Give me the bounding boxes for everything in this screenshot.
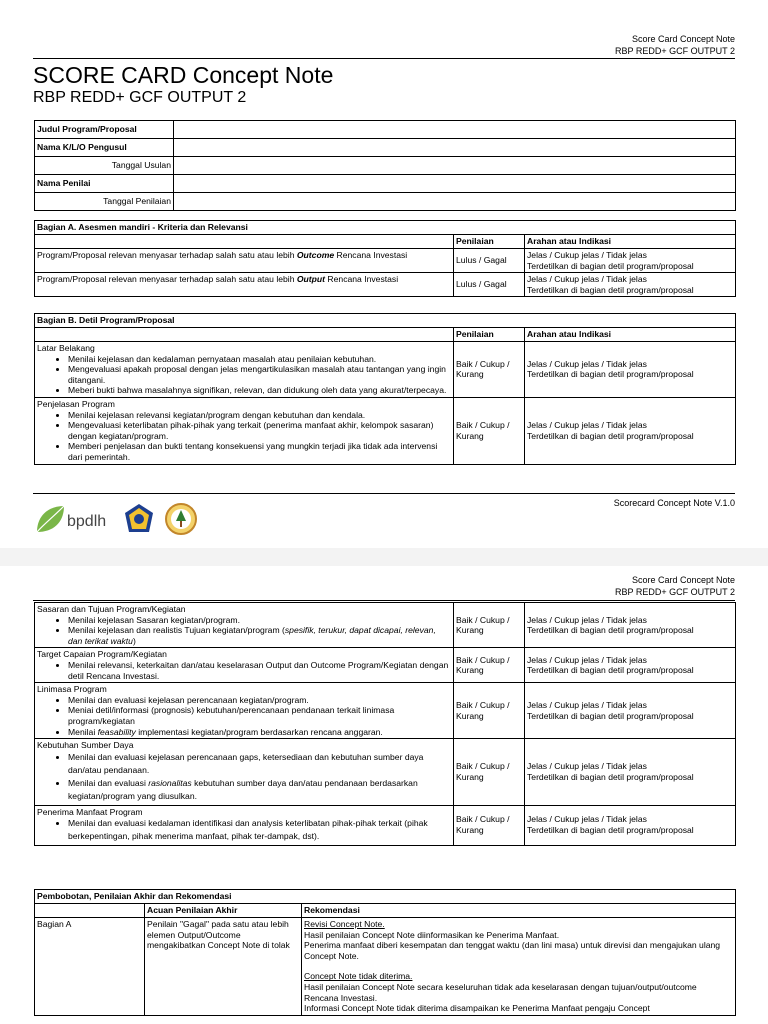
footer-version: Scorecard Concept Note V.1.0	[613, 498, 735, 508]
penerima-row	[35, 805, 736, 845]
pembobotan-title: Pembobotan, Penilaian Akhir dan Rekomendasi	[35, 890, 736, 904]
criteria-item: • Menilai feasability implementasi kegiatan/program berdasarkan rencana anggaran.	[68, 727, 451, 738]
bagian-b-table	[34, 313, 736, 465]
criteria-item: • Memberi penjelasan dan bukti tentang konsekuensi yang mungkin terjadi jika tidak ada intervensi dari pemerintah.	[68, 441, 451, 462]
criteria-item: • Mengevaluasi apakah proposal dengan jelas mengartikulasikan masalah atau tantangan yang ingin ditangani.	[68, 364, 451, 385]
criteria-item: • Menilai kejelasan relevansi kegiatan/program dengan kebutuhan dan kendala.	[68, 410, 451, 421]
col-arahan: Arahan atau Indikasi	[525, 235, 736, 249]
score-cell[interactable]: Baik / Cukup / Kurang	[454, 603, 525, 648]
label-tanggal-usulan: Tanggal Usulan	[35, 157, 174, 175]
score-cell[interactable]: Lulus / Gagal	[454, 273, 525, 297]
criteria-item: • Menilai dan evaluasi kejelasan perencanaan kegiatan/program.	[68, 695, 451, 706]
tolak-title: Concept Note tidak diterima.	[304, 971, 413, 982]
linimasa-row	[35, 683, 736, 739]
score-cell[interactable]: Baik / Cukup / Kurang	[454, 683, 525, 739]
criteria-item: • Meniai detil/informasi (prognosis) kebutuhan/perencanaan pendanaan terkait linimasa program/kegiatan	[68, 705, 451, 726]
criteria-item: • Menilai kejelasan dan realistis Tujuan kegiatan/program (spesifik, terukur, dapat dicapai, relevan, dan terikat waktu)	[68, 625, 451, 646]
criteria-item: • Mengevaluasi keterlibatan pihak-pihak yang terkait (penerima manfaat akhir, kelompok sasaran) dengan kegiatan/program.	[68, 420, 451, 441]
criteria-item: • Menilai kejelasan dan kedalaman pernyataan masalah atau penilaian kebutuhan.	[68, 354, 451, 365]
row-heading: Penjelasan Program	[37, 398, 115, 409]
pembobotan-table	[34, 889, 736, 1016]
criteria-item: • Menilai dan evaluasi kedalaman identifikasi dan analysis keterlibatan pihak-pihak terkait (pihak berkepentingan, pihak menerima manfaat, pihak ter-dampak, dst).	[68, 817, 451, 843]
score-cell[interactable]: Baik / Cukup / Kurang	[454, 739, 525, 805]
row-heading: Sasaran dan Tujuan Program/Kegiatan	[37, 604, 186, 614]
criteria-item: • Menilai dan evaluasi rasionalitas kebutuhan sumber daya dan/atau pendanaan berdasarkan kegiatan/program yang diusulkan.	[68, 777, 451, 803]
sasaran-row	[35, 603, 736, 648]
revisi-title: Revisi Concept Note.	[304, 919, 385, 929]
label-nama-klo: Nama K/L/O Pengusul	[35, 139, 174, 157]
score-cell[interactable]: Baik / Cukup / Kurang	[454, 805, 525, 845]
header-rule	[33, 58, 735, 59]
logo-strip	[34, 502, 198, 536]
arahan-cell[interactable]: Jelas / Cukup jelas / Tidak jelas Terdetilkan di bagian detil program/proposal	[525, 273, 736, 297]
klhk-emblem-icon	[164, 502, 198, 536]
page-title: SCORE CARD Concept Note	[33, 62, 334, 88]
bpdlh-logo-icon	[34, 502, 114, 536]
score-cell[interactable]: Baik / Cukup / Kurang	[454, 648, 525, 683]
arahan-cell[interactable]: Jelas / Cukup jelas / Tidak jelas Terdetilkan di bagian detil program/proposal	[525, 249, 736, 273]
score-cell[interactable]: Lulus / Gagal	[454, 249, 525, 273]
page-subtitle: RBP REDD+ GCF OUTPUT 2	[33, 89, 247, 106]
bagian-a-title: Bagian A. Asesmen mandiri - Kriteria dan Relevansi	[35, 221, 736, 235]
row-heading: Penerima Manfaat Program	[37, 806, 143, 817]
col-acuan: Acuan Penilaian Akhir	[145, 904, 302, 918]
arahan-cell[interactable]: Jelas / Cukup jelas / Tidak jelas Terdetilkan di bagian detil program/proposal	[525, 683, 736, 739]
arahan-cell[interactable]: Jelas / Cukup jelas / Tidak jelas Terdetilkan di bagian detil program/proposal	[525, 342, 736, 398]
label-judul: Judul Program/Proposal	[35, 121, 174, 139]
bagian-a-row: Program/Proposal relevan menyasar terhadap salah satu atau lebih Output Rencana Investasi Lulus / Gagal Jelas / Cukup jelas / Tidak jelas Terdetilkan di bagian detil program/proposal	[35, 273, 736, 297]
running-header: Score Card Concept Note RBP REDD+ GCF OUTPUT 2	[615, 575, 735, 597]
running-header: Score Card Concept Note RBP REDD+ GCF OUTPUT 2	[615, 34, 735, 56]
label-nama-penilai: Nama Penilai	[35, 175, 174, 193]
col-rekomendasi: Rekomendasi	[302, 904, 736, 918]
acuan-cell: Penilain "Gagal" pada satu atau lebih elemen Output/Outcome mengakibatkan Concept Note di tolak	[145, 918, 302, 1016]
header-rule	[33, 600, 735, 601]
row-heading: Linimasa Program	[37, 684, 107, 695]
label-tanggal-penilaian: Tanggal Penilaian	[35, 193, 174, 211]
input-nama-klo[interactable]	[174, 139, 736, 157]
latar-belakang-row	[35, 342, 736, 398]
target-row	[35, 648, 736, 683]
input-tanggal-penilaian[interactable]	[174, 193, 736, 211]
kebutuhan-row	[35, 739, 736, 805]
row-heading: Target Capaian Program/Kegiatan	[37, 649, 167, 660]
page-2	[0, 566, 768, 1024]
col-penilaian: Penilaian	[454, 235, 525, 249]
col-arahan: Arahan atau Indikasi	[525, 328, 736, 342]
arahan-cell[interactable]: Jelas / Cukup jelas / Tidak jelas Terdetilkan di bagian detil program/proposal	[525, 397, 736, 464]
arahan-cell[interactable]: Jelas / Cukup jelas / Tidak jelas Terdetilkan di bagian detil program/proposal	[525, 805, 736, 845]
input-judul[interactable]	[174, 121, 736, 139]
bagian-b-continued-table	[34, 602, 736, 846]
arahan-cell[interactable]: Jelas / Cukup jelas / Tidak jelas Terdetilkan di bagian detil program/proposal	[525, 648, 736, 683]
row-heading: Latar Belakang	[37, 343, 95, 353]
arahan-cell[interactable]: Jelas / Cukup jelas / Tidak jelas Terdetilkan di bagian detil program/proposal	[525, 739, 736, 805]
row-label: Bagian A	[35, 918, 145, 1016]
criteria-item: • Menilai kejelasan Sasaran kegiatan/program.	[68, 615, 451, 626]
bagian-b-title: Bagian B. Detil Program/Proposal	[35, 314, 736, 328]
arahan-cell[interactable]: Jelas / Cukup jelas / Tidak jelas Terdetilkan di bagian detil program/proposal	[525, 603, 736, 648]
criteria-item: • Meberi bukti bahwa masalahnya signifikan, relevan, dan didukung oleh data yang akurat/terpecaya.	[68, 385, 451, 396]
rekomendasi-cell: Revisi Concept Note. Hasil penilaian Concept Note diinformasikan ke Penerima Manfaat. Penerima manfaat diberi kesempatan dan tenggat waktu (dan lini masa) untuk direvisi dan mengajukan ulang Concept Note. Concept Note tidak diterima. Hasil penilaian Concept Note secara keseluruhan tidak ada keselarasan dengan tujuan/output/outcome Rencana Investasi. Informasi Concept Note tidak diterima disampaikan ke Penerima Manfaat pengaju Concept	[302, 918, 736, 1016]
score-cell[interactable]: Baik / Cukup / Kurang	[454, 342, 525, 398]
col-penilaian: Penilaian	[454, 328, 525, 342]
row-heading: Kebutuhan Sumber Daya	[37, 740, 134, 751]
criteria-item: • Menilai relevansi, keterkaitan dan/atau keselarasan Output dan Outcome Program/Kegiatan dengan detil Rencana Investasi.	[68, 660, 451, 681]
bagian-a-rekomendasi-row	[35, 918, 736, 1016]
penjelasan-program-row	[35, 397, 736, 464]
input-tanggal-usulan[interactable]	[174, 157, 736, 175]
bagian-a-table	[34, 220, 736, 297]
program-info-table	[34, 120, 736, 211]
criteria-item: • Menilai dan evaluasi kejelasan perencanaan gaps, ketersediaan dan kebutuhan sumber daya dan/atau pendanaan.	[68, 751, 451, 777]
score-cell[interactable]: Baik / Cukup / Kurang	[454, 397, 525, 464]
bagian-a-row: Program/Proposal relevan menyasar terhadap salah satu atau lebih Outcome Rencana Investasi Lulus / Gagal Jelas / Cukup jelas / Tidak jelas Terdetilkan di bagian detil program/proposal	[35, 249, 736, 273]
svg-text:bpdlh: bpdlh	[67, 513, 107, 530]
footer-rule	[33, 493, 735, 494]
kemenkeu-emblem-icon	[122, 502, 156, 536]
input-nama-penilai[interactable]	[174, 175, 736, 193]
